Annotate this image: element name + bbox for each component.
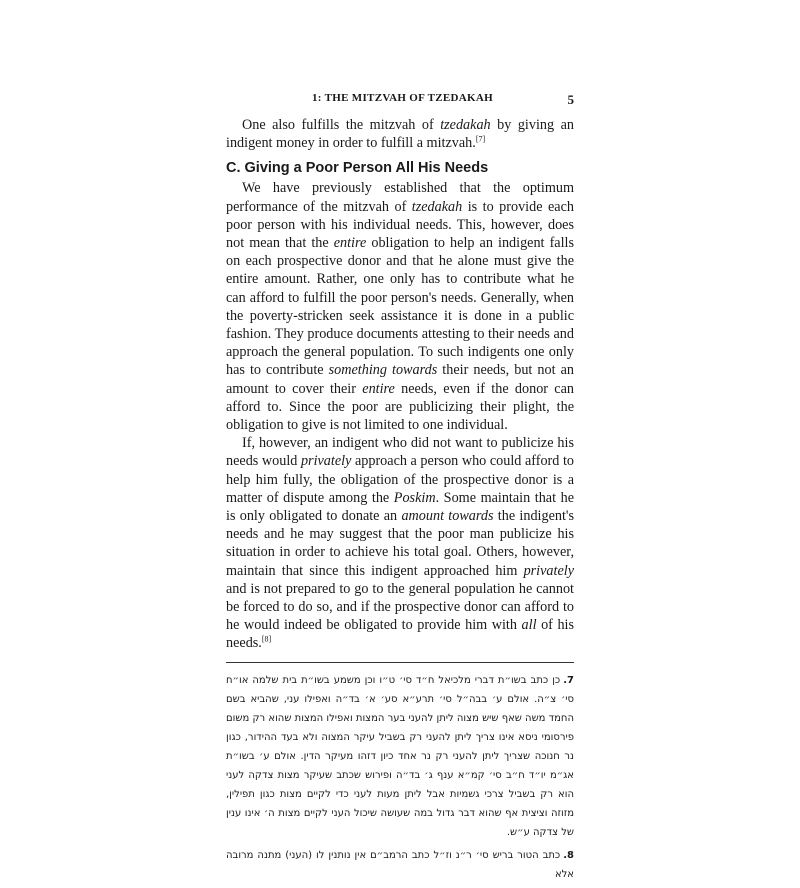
page-number: 5: [567, 92, 574, 107]
text-run: obligation to help an indigent falls on each prospective donor and that he alone must give the entire amount. Rather, one only has to contribute what he can afford to fulfill the poor person's needs. Generally, when the poverty-stricken seek assistance it is done in a public fashion. They produce documents attesting to their needs and approach the general population. To such indigents one only has to contribute: [226, 235, 574, 379]
footnote-text: כתב הטור בריש סי׳ ר״נ וז״ל כתב הרמב״ם אין נותנין לו (העני) מתנה מרובה אלא: [226, 849, 574, 880]
text-run: and is not prepared to go to the general population he cannot be forced to do so, and if the prospective donor can afford to he would indeed be obligated to provide him with: [226, 580, 574, 634]
footnote-number: 8.: [563, 849, 574, 861]
body-paragraph-2: [226, 434, 574, 652]
running-head: 1: THE MITZVAH OF TZEDAKAH: [312, 92, 493, 104]
text-run: If, however, an indigent who did not want to publicize his needs would: [226, 435, 574, 470]
italic-term: all: [521, 617, 537, 634]
footnote-ref-7: [7]: [475, 134, 486, 144]
text-run: We have previously established that the optimum performance of the mitzvah of: [226, 180, 574, 215]
text-run: of his needs.: [226, 617, 575, 652]
footnote-number: 7.: [563, 674, 574, 686]
text-run: is to provide each poor person with his individual needs. This, however, does not mean that the: [226, 198, 574, 252]
footnote-divider: [226, 662, 574, 663]
body-paragraph-1: [226, 179, 574, 434]
italic-term: something towards: [328, 362, 438, 379]
footnote-text: כן כתב בשו״ת דברי מלכיאל ח״ד סי׳ ט״ו וכן משמע בשו״ת בית שלמה או״ח סי׳ צ״ה. אולם ע׳ בבה״ל סי׳ תרע״א סע׳ א׳ בד״ה ואפילו עני, שהביא בשם החמד משה שאף שיש מצוה ליתן להעני בער המצות ואפילו המצות שהוא רק משום פירסומי ניסא אינו צריך ליתן להעני רק בשביל עיקר המצוה ולא בעד ההידור, כגון נר חנוכה שצריך ליתן להעני רק נר אחד כיון דזהו מעיקר הדין. אולם ע׳ בשו״ת אג״מ יו״ד ח״ב סי׳ קמ״א ענף ג׳ בד״ה ופירוש שכתב שעיקר מצות צדקה לעני הוא רק בשביל צרכי גשמיות אבל ליתן מעות לעני כדי לקיים מצות כגון תפילין, מזוזה וציצית אף שהוא דבר גדול במה שעושה שיכול העני לקיים מצות ה׳ אינו ענין של צדקה ע״ש.: [226, 674, 574, 838]
text-run: One also fulfills the mitzvah of: [242, 117, 441, 133]
italic-term: privately: [300, 453, 352, 470]
footnotes: [226, 671, 574, 884]
italic-term: entire: [333, 235, 367, 252]
text-run: their needs, but not an amount to cover their: [226, 362, 575, 397]
text-run: . Some maintain that he is only obligated to donate an: [226, 489, 574, 525]
italic-term: tzedakah: [411, 198, 463, 215]
italic-term: amount towards: [401, 508, 494, 525]
text-run: by giving an indigent money in order to fulfill a mitzvah.: [226, 117, 574, 152]
intro-paragraph: [226, 116, 574, 152]
italic-term: entire: [362, 380, 395, 397]
page-header: [226, 92, 574, 110]
italic-term: tzedakah: [440, 117, 491, 133]
italic-term: Poskim: [393, 489, 436, 506]
text-run: the indigent's needs and he may suggest that the poor man publicize his situation in order to achieve his total goal. Others, however, maintain that since this indigent approached him: [226, 508, 574, 579]
text-run: needs, even if the donor can afford to. Since the poor are publicizing their plight, the obligation to give is not limited to one individual.: [226, 380, 574, 434]
text-run: approach a person who could afford to help him fully, the obligation of the prospective donor is a matter of dispute among the: [226, 453, 574, 506]
italic-term: privately: [523, 562, 574, 579]
footnote-8: [226, 846, 574, 884]
page-body: [226, 116, 574, 888]
footnote-ref-8: [8]: [261, 634, 272, 644]
footnote-7: [226, 671, 574, 842]
section-heading: C. Giving a Poor Person All His Needs: [226, 160, 489, 177]
